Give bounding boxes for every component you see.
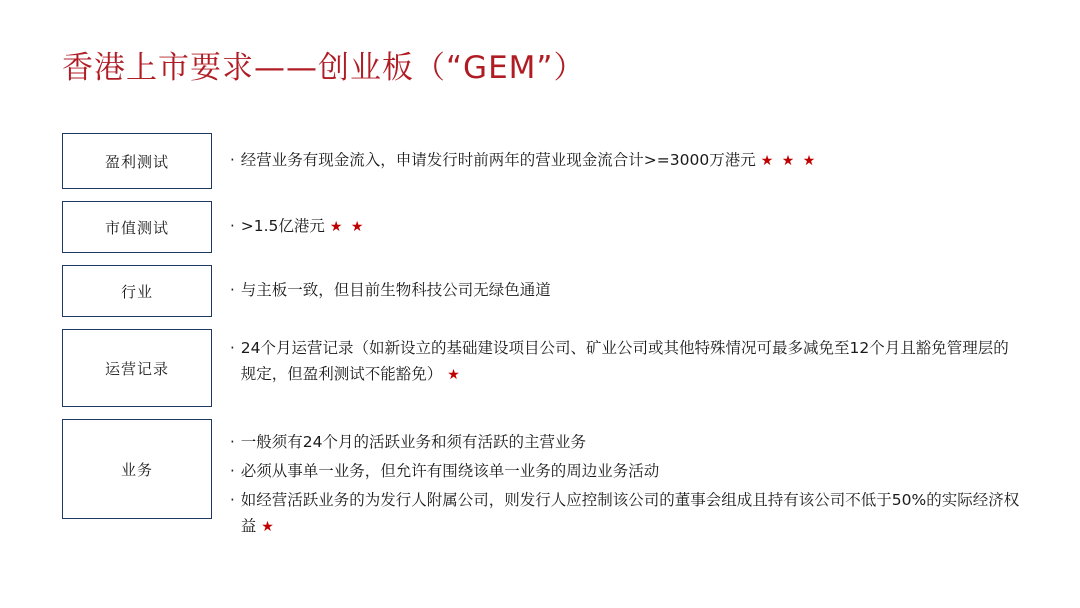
list-item	[230, 147, 1022, 174]
row-label-text: 业务	[120, 460, 153, 479]
list-item-text: 如经营活跃业务的为发行人附属公司，则发行人应控制该公司的董事会组成且持有该公司不低于50%的实际经济权益 ★	[240, 491, 1020, 535]
list-item-text: 经营业务有现金流入，申请发行时前两年的营业现金流合计>=3000万港元 ★ ★ ★	[240, 151, 818, 169]
row-label-business	[62, 419, 212, 519]
list-item	[230, 429, 1022, 456]
row-content	[230, 201, 1022, 242]
requirements-table	[62, 133, 1022, 554]
table-row	[62, 201, 1022, 253]
row-label-profit-test	[62, 133, 212, 189]
list-item-text: 与主板一致，但目前生物科技公司无绿色通道	[240, 281, 551, 299]
bullet-dot-icon: ·	[230, 462, 235, 480]
row-label-operating-record	[62, 329, 212, 407]
table-row	[62, 133, 1022, 189]
table-row	[62, 419, 1022, 542]
list-item	[230, 335, 1022, 388]
list-item-text: 一般须有24个月的活跃业务和须有活跃的主营业务	[240, 433, 587, 451]
table-row	[62, 265, 1022, 317]
list-item	[230, 458, 1022, 485]
bullet-dot-icon: ·	[230, 151, 235, 169]
row-label-text: 行业	[120, 282, 153, 301]
bullet-dot-icon: ·	[230, 339, 235, 357]
star-rating: ★	[447, 367, 462, 383]
row-content	[230, 133, 1022, 176]
list-item	[230, 277, 1022, 304]
row-label-industry	[62, 265, 212, 317]
row-label-text: 盈利测试	[104, 152, 169, 171]
bullet-dot-icon: ·	[230, 491, 235, 509]
list-item-text: 必须从事单一业务，但允许有围绕该单一业务的周边业务活动	[240, 462, 660, 480]
bullet-dot-icon: ·	[230, 281, 235, 299]
list-item-text: 24个月运营记录（如新设立的基础建设项目公司、矿业公司或其他特殊情况可最多减免至12个月且豁免管理层的规定，但盈利测试不能豁免） ★	[240, 339, 1009, 383]
star-rating: ★	[261, 519, 276, 535]
table-row	[62, 329, 1022, 407]
row-content	[230, 329, 1022, 390]
list-item-text: >1.5亿港元 ★ ★	[240, 217, 366, 235]
page-title: 香港上市要求——创业板（“GEM”）	[62, 50, 586, 86]
list-item	[230, 487, 1022, 540]
row-label-text: 市值测试	[104, 218, 169, 237]
list-item	[230, 213, 1022, 240]
star-rating: ★ ★ ★	[760, 153, 818, 169]
row-label-text: 运营记录	[104, 359, 169, 378]
star-rating: ★ ★	[329, 219, 366, 235]
bullet-dot-icon: ·	[230, 217, 235, 235]
row-content	[230, 265, 1022, 306]
row-content	[230, 419, 1022, 542]
bullet-dot-icon: ·	[230, 433, 235, 451]
row-label-market-cap-test	[62, 201, 212, 253]
